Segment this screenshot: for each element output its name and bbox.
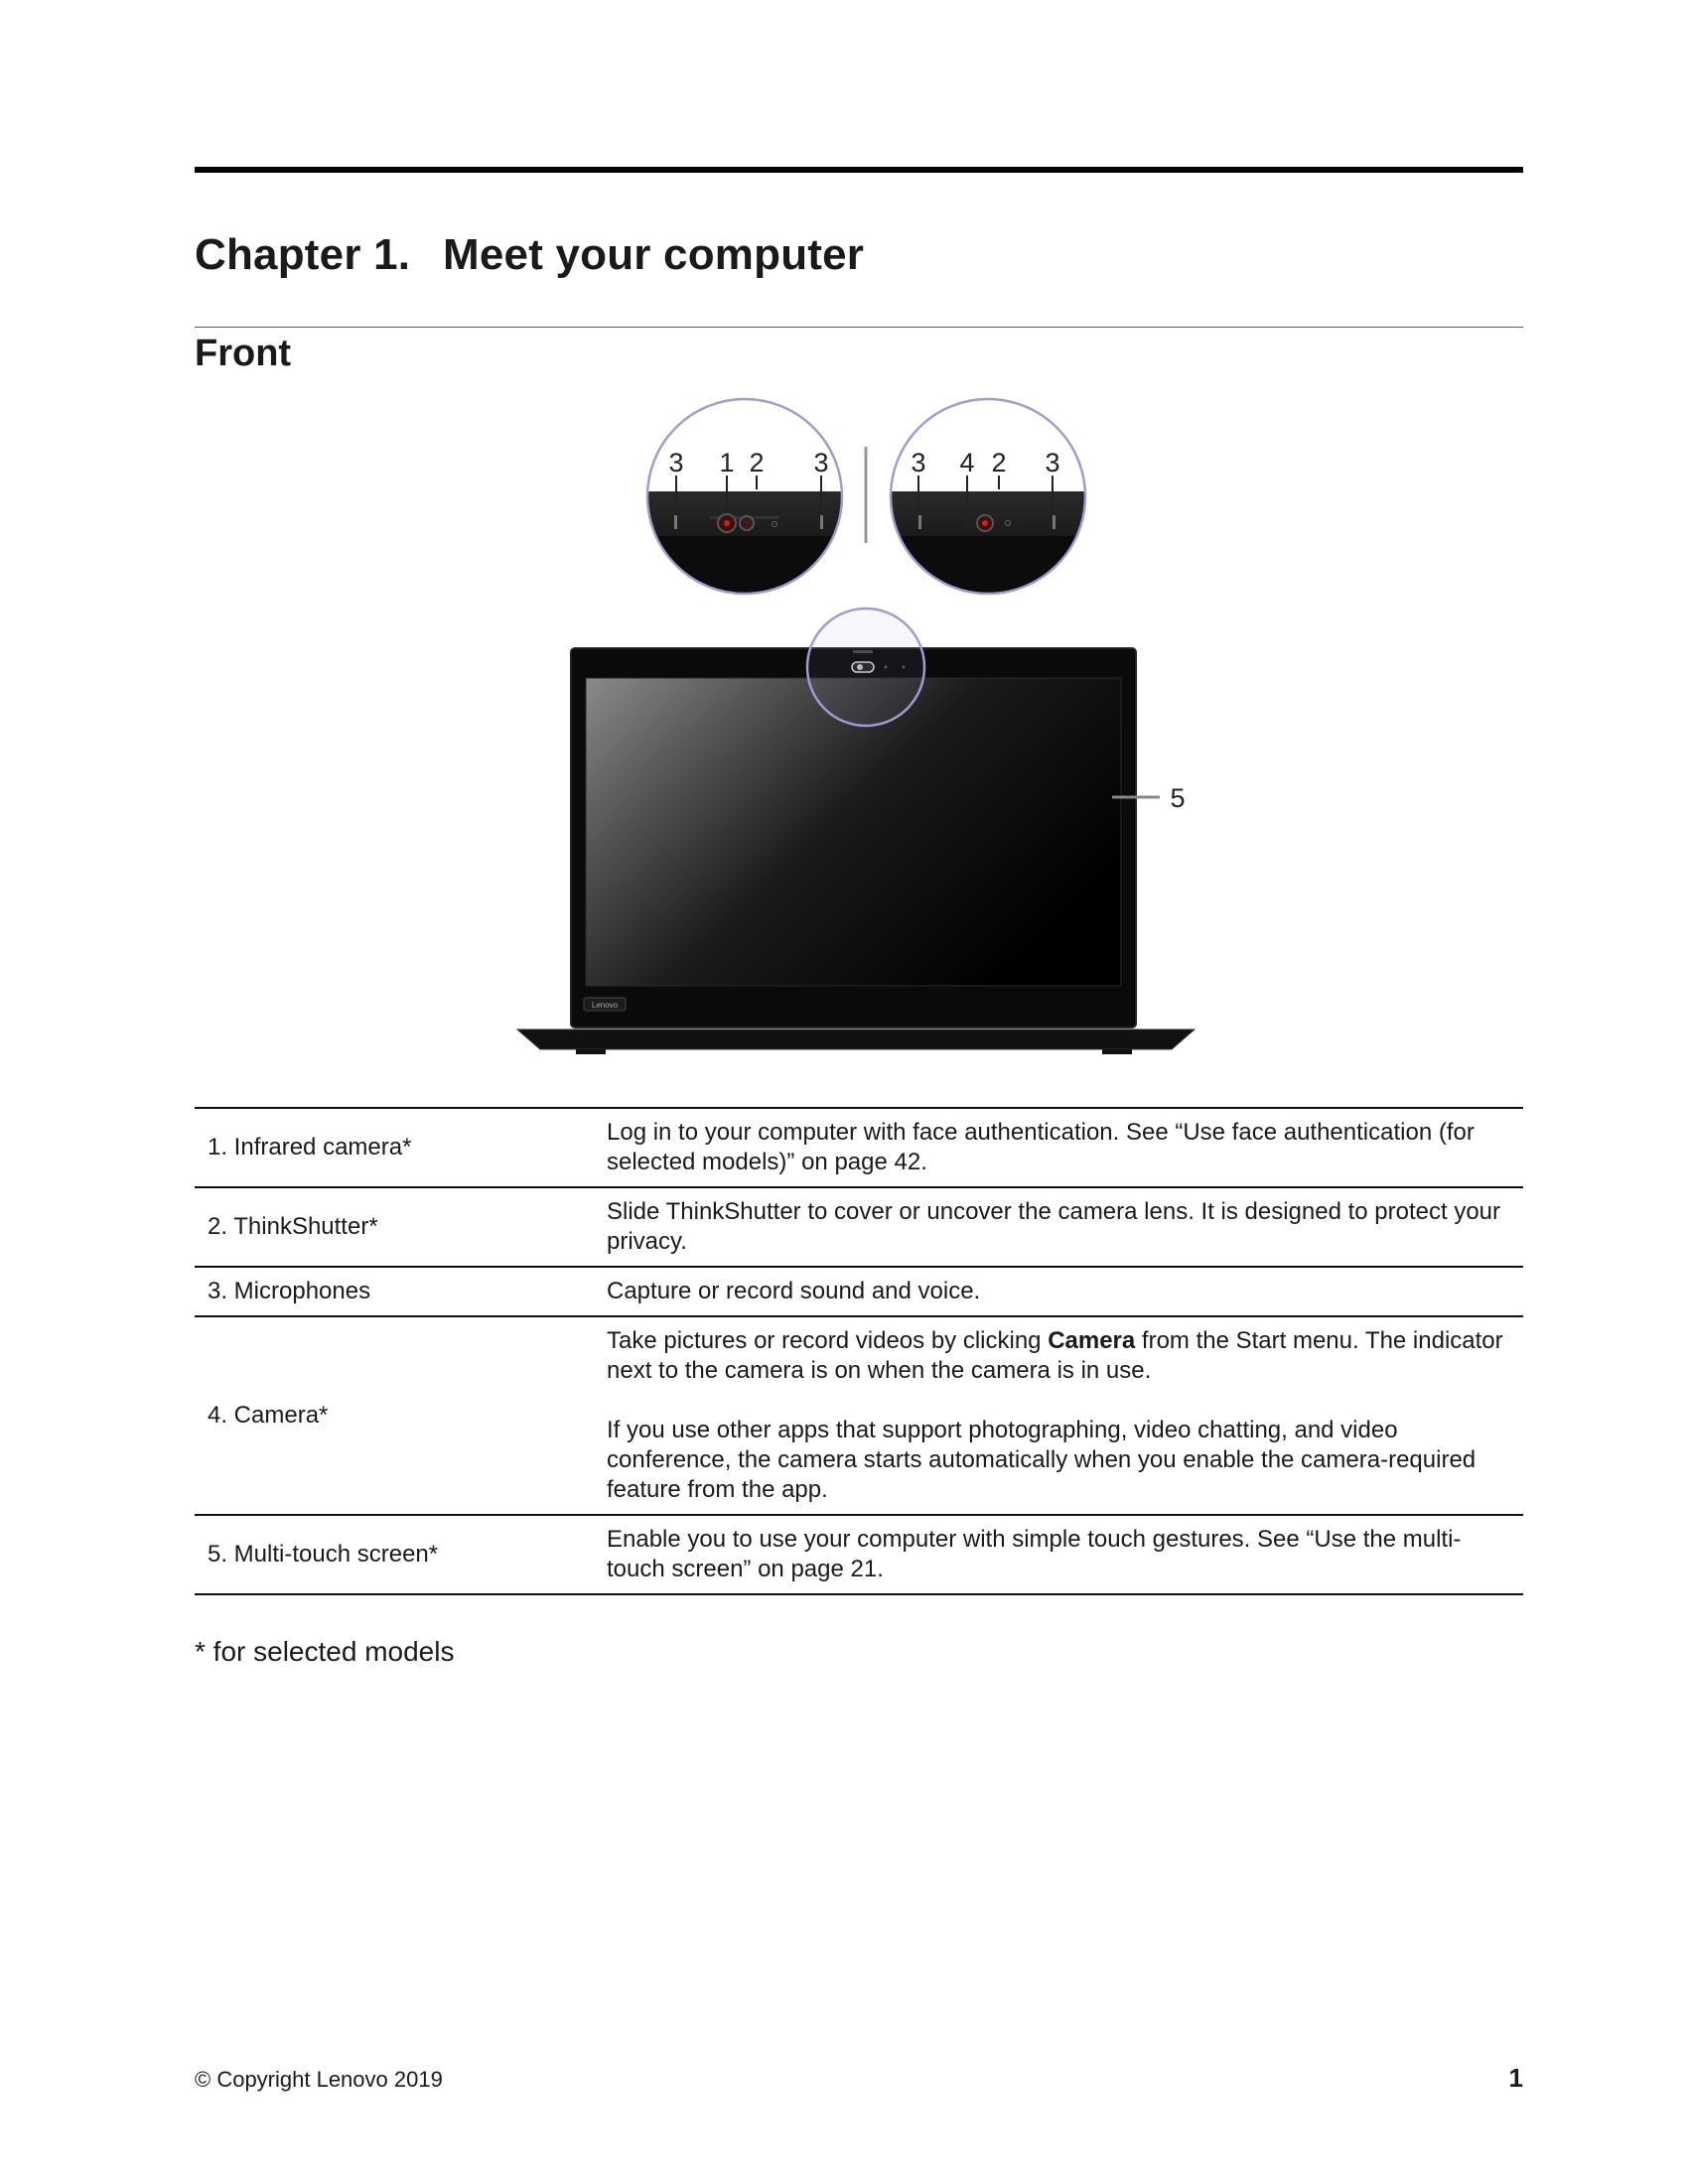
laptop-front-illustration	[496, 392, 1251, 1077]
parts-table	[195, 1107, 1523, 1595]
right-callout-1: 3	[911, 448, 926, 478]
part-name: 3. Microphones	[208, 1277, 371, 1304]
left-callout-1: 3	[668, 448, 684, 478]
laptop-base	[517, 1029, 1195, 1054]
part-description: Take pictures or record videos by clicking Camera from the Start menu. The indicator next to the camera is on when the camera is in use. If you use other apps that support photographing, video chatting, and video conference, the camera starts automatically when you enable the camera-required feature from the app.	[607, 1326, 1503, 1503]
right-callout-2: 4	[959, 448, 975, 478]
part-name: 4. Camera*	[208, 1401, 329, 1429]
part-description: Log in to your computer with face authentication. See “Use face authentication (for selected models)” on page 42.	[607, 1118, 1475, 1175]
left-callout-2: 1	[719, 448, 735, 478]
table-row	[195, 1108, 1523, 1187]
left-callout-4: 3	[813, 448, 829, 478]
camera-app-name: Camera	[1048, 1326, 1136, 1354]
section-title: Front	[195, 333, 292, 374]
footnote: * for selected models	[195, 1636, 455, 1667]
section-rule	[195, 327, 1523, 328]
right-zoom-detail	[879, 392, 1107, 606]
chapter-name: Meet your computer	[443, 230, 865, 279]
camera-zoom-marker	[807, 609, 924, 726]
chapter-number: Chapter 1.	[195, 230, 411, 279]
table-row	[195, 1316, 1523, 1515]
chapter-title	[195, 230, 864, 280]
copyright-notice: © Copyright Lenovo 2019	[195, 2067, 443, 2092]
left-callout-3: 2	[749, 448, 765, 478]
part-name: 1. Infrared camera*	[208, 1133, 412, 1160]
left-zoom-detail	[635, 392, 864, 606]
part-name: 2. ThinkShutter*	[208, 1212, 378, 1240]
screen-callout: 5	[1170, 783, 1186, 813]
lenovo-logo: Lenovo	[591, 1001, 619, 1010]
part-name: 5. Multi-touch screen*	[208, 1540, 439, 1568]
table-row	[195, 1515, 1523, 1594]
part-description: Enable you to use your computer with simple touch gestures. See “Use the multi-touch screen” on page 21.	[607, 1525, 1462, 1582]
right-callout-3: 2	[991, 448, 1007, 478]
part-description: Capture or record sound and voice.	[607, 1277, 981, 1304]
table-row	[195, 1267, 1523, 1316]
page-number: 1	[1508, 2063, 1523, 2093]
right-callout-4: 3	[1045, 448, 1060, 478]
top-rule	[195, 167, 1523, 173]
table-row	[195, 1187, 1523, 1267]
part-description: Slide ThinkShutter to cover or uncover the camera lens. It is designed to protect your privacy.	[607, 1197, 1501, 1255]
front-view-figure	[496, 392, 1251, 1077]
